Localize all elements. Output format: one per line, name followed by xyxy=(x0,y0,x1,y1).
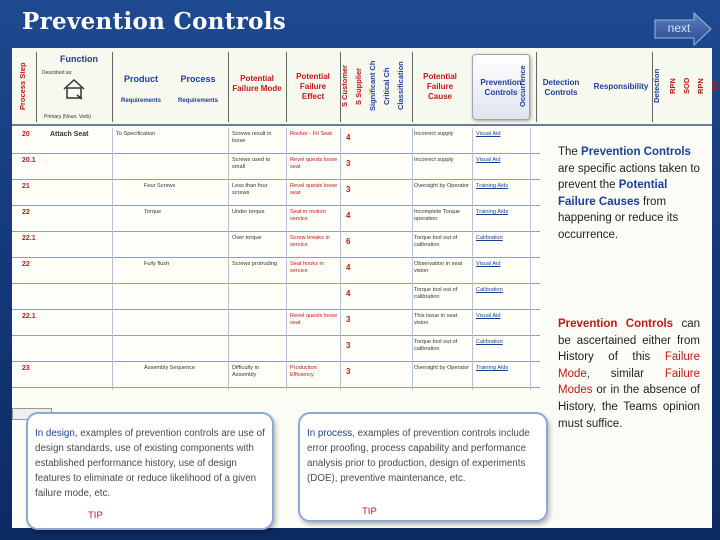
table-row[interactable] xyxy=(12,180,540,206)
cell-control: Visual Aid xyxy=(476,131,501,137)
header-s-supplier: S Supplier xyxy=(354,67,363,105)
cell-control: Calibration xyxy=(476,235,503,241)
header-rpn-2: RPN xyxy=(696,78,705,94)
explanation-paragraph-2: Prevention Controls can be ascertained either from History of this Failure Mode, similar Failure Modes or in the absence of History, the Teams opinion must suffice. xyxy=(558,318,701,430)
cell-sev: 6 xyxy=(346,237,351,246)
header-detection-controls: Detection Controls xyxy=(542,78,580,97)
cell-cause: Oversight by Operator xyxy=(414,365,470,371)
cell-effect: Production Efficiency xyxy=(290,365,317,378)
tip-design-text: In design, examples of prevention controls are use of design standards, use of existing components with established performance history, use of design features to eliminate or reduce likelihood of a given failure mode, etc. xyxy=(35,428,265,499)
tip-label-design: TIP xyxy=(88,510,103,521)
cell-effect: Revel quests loose seat xyxy=(290,313,338,326)
cell-cause: Oversight by Operator xyxy=(414,183,470,189)
worksheet-grid xyxy=(12,128,540,390)
cell-mode: Difficulty in Assembly xyxy=(232,365,259,378)
header-prevention-controls: Prevention Controls xyxy=(480,78,522,97)
cell-mode: Under torque xyxy=(232,209,265,215)
tip-callout-design xyxy=(26,412,274,530)
header-function-sub: Described as: xyxy=(42,70,73,76)
cell-control: Visual Aid xyxy=(476,261,501,267)
cell-cause: Torque tool out of calibration xyxy=(414,287,458,300)
header-potential-failure-effect: Potential Failure Effect xyxy=(296,72,330,101)
table-row[interactable] xyxy=(12,232,540,258)
cell-cause: Observation in seat vision xyxy=(414,261,463,274)
cell-sev: 3 xyxy=(346,315,351,324)
header-occurrence: Occurrence xyxy=(518,65,527,107)
cell-proc-req: Four Screws xyxy=(144,183,176,189)
header-detection: Detection xyxy=(652,68,661,104)
term-prevention-controls-2: Prevention Controls xyxy=(558,318,674,330)
page-title: Prevention Controls xyxy=(22,8,287,35)
cell-step: 22.1 xyxy=(22,313,36,320)
header-potential-failure-cause: Potential Failure Cause xyxy=(423,72,457,101)
cell-req: To Specification xyxy=(116,131,156,137)
header-function-sub2: Primary (Noun, Verb) xyxy=(44,114,91,120)
header-classification: Classification xyxy=(396,61,405,111)
cell-mode: Screws protruding xyxy=(232,261,278,267)
cell-control: Calibration xyxy=(476,339,503,345)
header-product: Product xyxy=(123,74,158,84)
cell-effect: Seat hooks in service xyxy=(290,261,324,274)
cell-control: Training Aids xyxy=(476,365,509,371)
header-sod: SOD xyxy=(682,77,691,95)
cell-mode: Screws result in loose xyxy=(232,131,272,144)
table-row[interactable] xyxy=(12,284,540,310)
cell-sev: 3 xyxy=(346,367,351,376)
term-potential-failure-causes: Potential Failure Causes xyxy=(558,179,668,208)
header-function: Function xyxy=(60,54,98,64)
cell-cause: Incomplete Torque operation xyxy=(414,209,460,222)
header-product-sub: Requirements xyxy=(120,98,161,104)
cell-effect: Screw breaks in service xyxy=(290,235,330,248)
header-process-step: Process Step xyxy=(18,62,27,110)
cell-sev: 4 xyxy=(346,211,351,220)
cell-proc-req: Fully flush xyxy=(144,261,170,267)
tip-label-process: TIP xyxy=(362,506,377,517)
cell-mode: Screws used to small xyxy=(232,157,271,170)
header-responsibility: Responsibility xyxy=(593,82,649,91)
cell-mode: Less than four screws xyxy=(232,183,268,196)
cell-sev: 4 xyxy=(346,133,351,142)
term-failure-modes: Failure Modes xyxy=(558,367,700,397)
cell-sev: 3 xyxy=(346,159,351,168)
cell-cause: Incorrect supply xyxy=(414,131,454,137)
cell-step: 20 xyxy=(22,131,30,138)
header-significant-ch: Significant Ch xyxy=(368,60,377,112)
header-process: Process xyxy=(180,74,216,84)
house-icon xyxy=(62,78,86,100)
cell-effect: Revel quests loose seat xyxy=(290,183,338,196)
cell-control: Calibration xyxy=(476,287,503,293)
cell-step: 23 xyxy=(22,365,30,372)
cell-control: Training Aids xyxy=(476,183,509,189)
cell-cause: Incorrect supply xyxy=(414,157,454,163)
cell-sev: 4 xyxy=(346,263,351,272)
table-row[interactable] xyxy=(12,258,540,284)
header-rpn: RPN xyxy=(668,78,677,94)
table-row[interactable] xyxy=(12,154,540,180)
cell-effect: Revel quests loose seat xyxy=(290,157,338,170)
cell-effect: Rocker - Fit Seat xyxy=(290,131,332,137)
cell-proc-req: Torque xyxy=(144,209,162,215)
table-row[interactable] xyxy=(12,336,540,362)
cell-step: 20.1 xyxy=(22,157,36,164)
cell-step: 21 xyxy=(22,183,30,190)
cell-sev: 3 xyxy=(346,341,351,350)
header-s-customer: S Customer xyxy=(340,64,349,108)
next-button[interactable] xyxy=(654,12,712,46)
cell-control: Visual Aid xyxy=(476,313,501,319)
worksheet-header xyxy=(12,48,719,126)
next-label: next xyxy=(667,21,691,35)
header-critical-ch: Critical Ch xyxy=(382,67,391,105)
cell-step: 22.1 xyxy=(22,235,36,242)
table-row[interactable] xyxy=(12,362,540,388)
term-failure-mode: Failure Mode xyxy=(558,351,700,380)
cell-step: 22 xyxy=(22,209,30,216)
cell-sev: 3 xyxy=(346,185,351,194)
tip-callout-process xyxy=(298,412,548,522)
tip-process-text: In process, examples of prevention controls include error proofing, process capability and performance analysis prior to production, design of experiments (DOE), preventive maintenance, etc. xyxy=(307,428,530,484)
cell-control: Training Aids xyxy=(476,209,509,215)
cell-effect: Seat in motion service xyxy=(290,209,326,222)
table-row[interactable] xyxy=(12,310,540,336)
table-row[interactable] xyxy=(12,206,540,232)
cell-control: Visual Aid xyxy=(476,157,501,163)
cell-cause: Torque tool out of calibration xyxy=(414,339,458,352)
cell-sev: 4 xyxy=(346,289,351,298)
cell-mode: Over torque xyxy=(232,235,262,241)
term-prevention-controls: Prevention Controls xyxy=(581,146,691,158)
cell-cause: This issue in seat vision xyxy=(414,313,458,326)
header-process-sub: Requirements xyxy=(177,98,218,104)
cell-function: Attach Seat xyxy=(50,131,89,138)
table-row[interactable] xyxy=(12,128,540,154)
header-so: SO xyxy=(710,80,719,92)
cell-cause: Torque tool out of calibration xyxy=(414,235,458,248)
cell-step: 22 xyxy=(22,261,30,268)
header-potential-failure-mode: Potential Failure Mode xyxy=(232,74,282,93)
explanation-paragraph-1: The Prevention Controls are specific actions taken to prevent the Potential Failure Causes from happening or reduce its occurrence. xyxy=(558,146,700,241)
cell-proc-req: Assembly Sequence xyxy=(144,365,195,371)
explanation-panel xyxy=(544,134,712,490)
